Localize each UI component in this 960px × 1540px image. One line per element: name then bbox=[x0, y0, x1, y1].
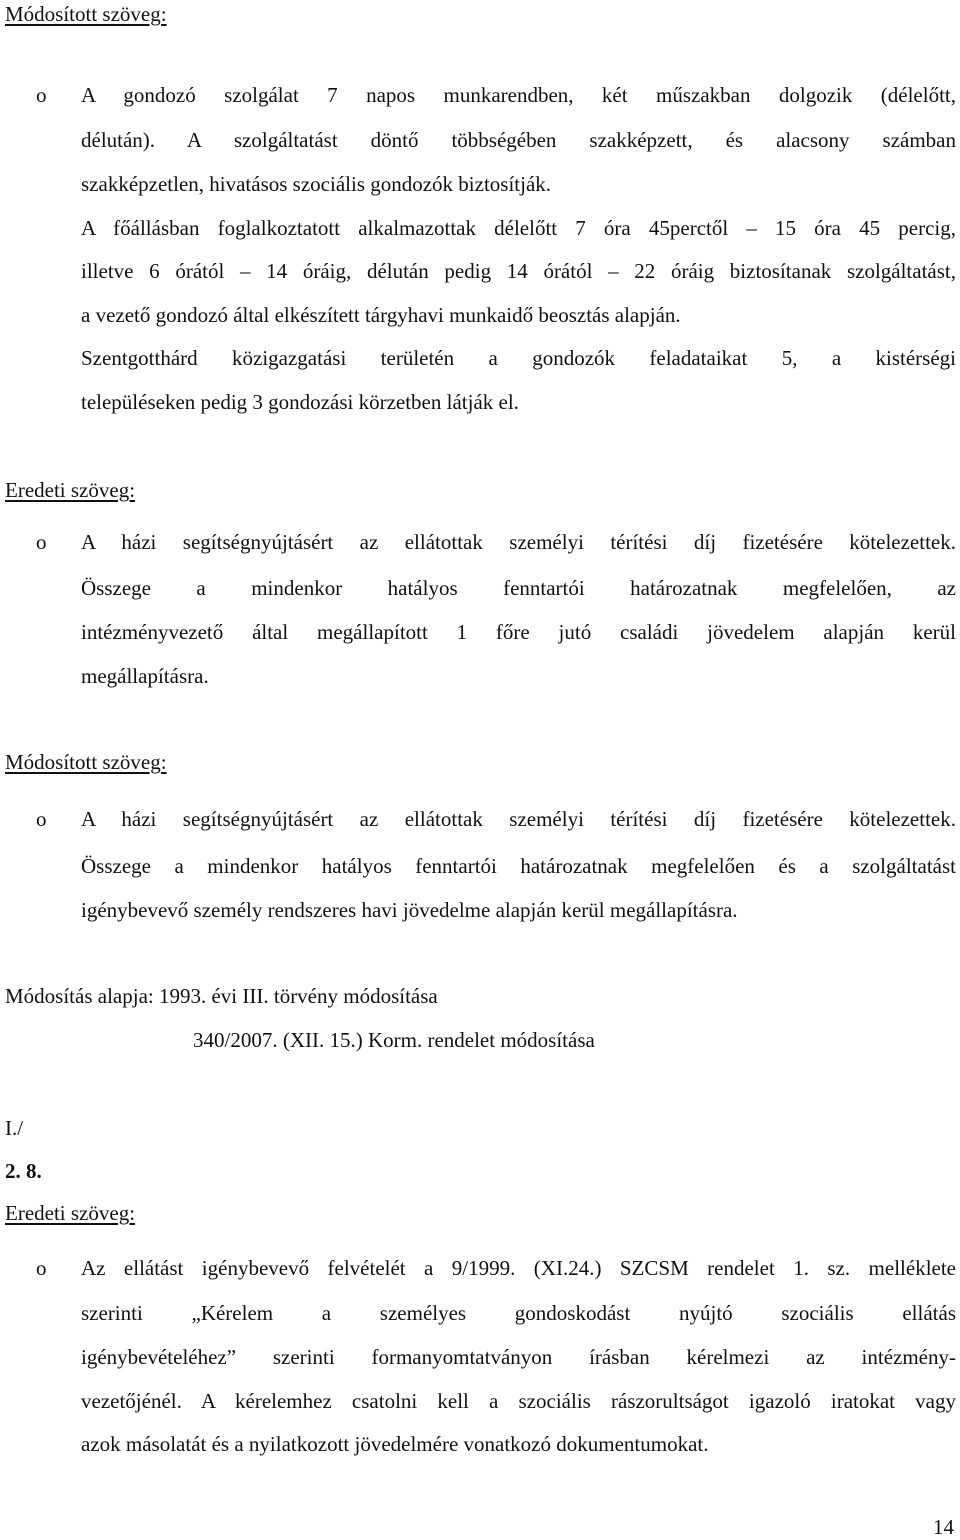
paragraph-line: A gondozó szolgálat 7 napos munkarendben, két műszakban dolgozik (délelőtt, bbox=[81, 83, 956, 107]
section-heading-original-2: Eredeti szöveg: bbox=[5, 1201, 136, 1225]
paragraph-line: A főállásban foglalkoztatott alkalmazottak délelőtt 7 óra 45perctől – 15 óra 45 percig, bbox=[81, 216, 956, 240]
bullet-marker: o bbox=[36, 530, 47, 554]
part-label: I./ bbox=[5, 1116, 24, 1140]
paragraph-line: A házi segítségnyújtásért az ellátottak személyi térítési díj fizetésére kötelezettek. bbox=[81, 530, 956, 554]
paragraph-line: szakképzetlen, hivatásos szociális gondozók biztosítják. bbox=[81, 172, 552, 196]
section-heading-modified-1: Módosított szöveg: bbox=[5, 2, 167, 26]
paragraph-line: intézményvezető által megállapított 1 főre jutó családi jövedelem alapján kerül bbox=[81, 620, 956, 644]
paragraph-line: illetve 6 órától – 14 óráig, délután pedig 14 órától – 22 óráig biztosítanak szolgáltatást, bbox=[81, 259, 956, 283]
paragraph-line: A házi segítségnyújtásért az ellátottak személyi térítési díj fizetésére kötelezettek. bbox=[81, 807, 956, 831]
paragraph-line: Összege a mindenkor hatályos fenntartói határozatnak megfelelően, az bbox=[81, 576, 956, 600]
bullet-marker: o bbox=[36, 1256, 47, 1280]
paragraph-line: településeken pedig 3 gondozási körzetben látják el. bbox=[81, 390, 519, 414]
section-number: 2. 8. bbox=[5, 1159, 42, 1183]
bullet-marker: o bbox=[36, 83, 47, 107]
paragraph-line: igénybevevő személy rendszeres havi jövedelme alapján kerül megállapításra. bbox=[81, 898, 738, 922]
amendment-basis-continued: 340/2007. (XII. 15.) Korm. rendelet módosítása bbox=[193, 1028, 595, 1052]
paragraph-line: megállapításra. bbox=[81, 664, 209, 688]
paragraph-line: délután). A szolgáltatást döntő többségében szakképzett, és alacsony számban bbox=[81, 128, 956, 152]
amendment-basis: Módosítás alapja: 1993. évi III. törvény módosítása bbox=[5, 984, 438, 1008]
bullet-marker: o bbox=[36, 807, 47, 831]
paragraph-line: Az ellátást igénybevevő felvételét a 9/1999. (XI.24.) SZCSM rendelet 1. sz. melléklete bbox=[81, 1256, 956, 1280]
page-number: 14 bbox=[933, 1515, 954, 1539]
paragraph-line: azok másolatát és a nyilatkozott jövedelmére vonatkozó dokumentumokat. bbox=[81, 1432, 709, 1456]
paragraph-line: szerinti „Kérelem a személyes gondoskodást nyújtó szociális ellátás bbox=[81, 1301, 956, 1325]
paragraph-line: Szentgotthárd közigazgatási területén a gondozók feladataikat 5, a kistérségi bbox=[81, 346, 956, 370]
paragraph-line: igénybevételéhez” szerinti formanyomtatványon írásban kérelmezi az intézmény- bbox=[81, 1345, 956, 1369]
section-heading-original-1: Eredeti szöveg: bbox=[5, 478, 136, 502]
paragraph-line: Összege a mindenkor hatályos fenntartói határozatnak megfelelően és a szolgáltatást bbox=[81, 854, 956, 878]
paragraph-line: vezetőjénél. A kérelemhez csatolni kell a szociális rászorultságot igazoló iratokat vagy bbox=[81, 1389, 956, 1413]
section-heading-modified-2: Módosított szöveg: bbox=[5, 750, 167, 774]
paragraph-line: a vezető gondozó által elkészített tárgyhavi munkaidő beosztás alapján. bbox=[81, 303, 681, 327]
